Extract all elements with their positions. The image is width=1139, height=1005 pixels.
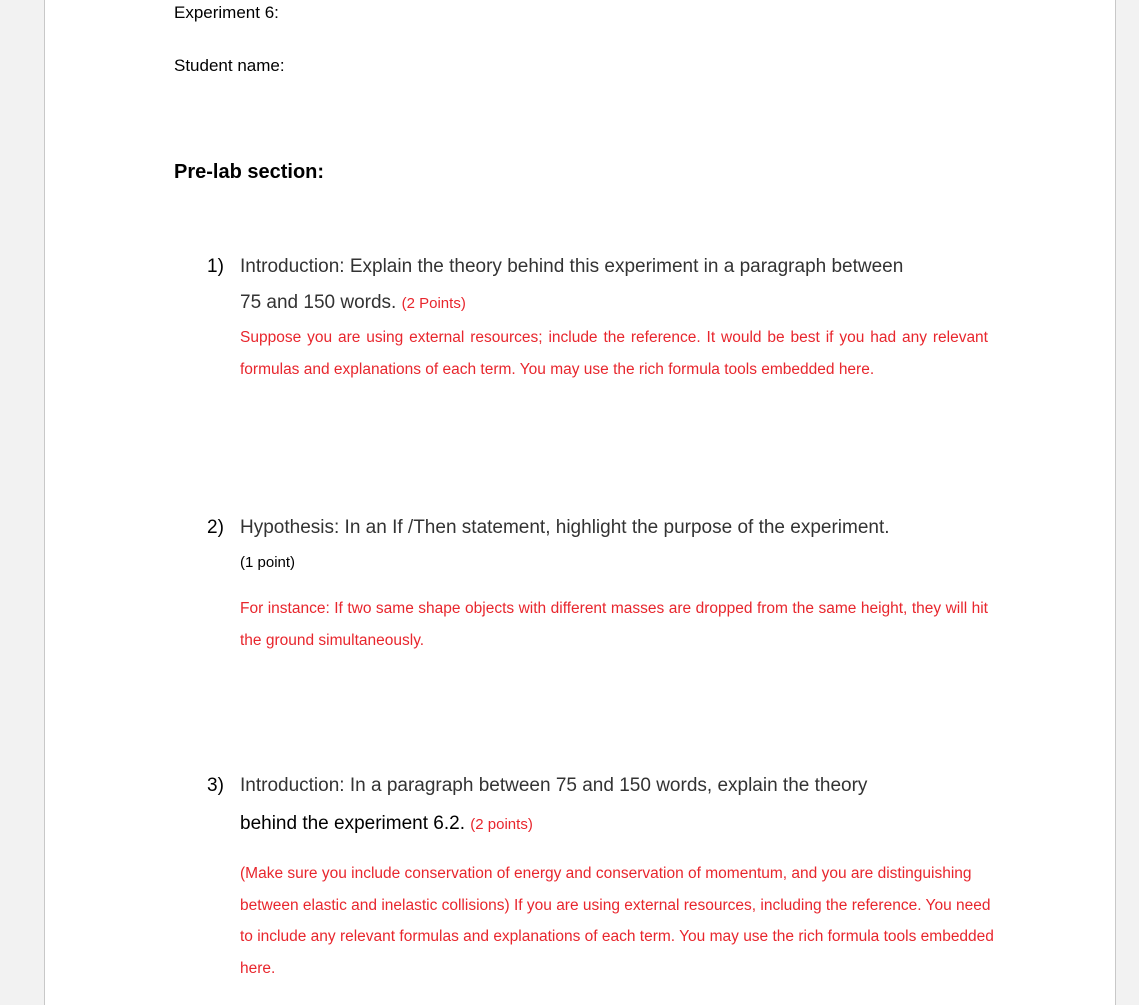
document-page <box>44 0 1116 1005</box>
section-title: Pre-lab section: <box>174 161 325 183</box>
question-text-continued <box>240 292 466 314</box>
experiment-label: Experiment 6: <box>174 3 279 22</box>
question-text-line2: 75 and 150 words. <box>240 292 397 313</box>
question-text: Introduction: In a paragraph between 75 and 150 words, explain the theory <box>240 775 868 796</box>
points-label: (2 Points) <box>401 295 466 312</box>
question-text-line2: behind the experiment 6.2. <box>240 813 465 834</box>
question-number: 2) <box>207 517 224 538</box>
question-text-continued <box>240 551 295 573</box>
points-label: (2 points) <box>470 816 533 833</box>
question-text: Hypothesis: In an If /Then statement, highlight the purpose of the experiment. <box>240 517 890 538</box>
points-label: (1 point) <box>240 554 296 571</box>
question-number: 3) <box>207 775 224 796</box>
instruction-note: Suppose you are using external resources; include the reference. It would be best if you had any relevant formulas and explanations of each term. You may use the rich formula tools embedded here. <box>240 329 988 378</box>
question-number: 1) <box>207 256 224 277</box>
question-text-continued <box>240 813 533 835</box>
student-name-label: Student name: <box>174 56 285 75</box>
instruction-note: For instance: If two same shape objects with different masses are dropped from the same height, they will hit the ground simultaneously. <box>240 600 988 649</box>
instruction-note: (Make sure you include conservation of energy and conservation of momentum, and you are distinguishing between elastic and inelastic collisions) If you are using external resources, including the reference. You need to include any relevant formulas and explanations of each term. You may use the rich formula tools embedded here. <box>240 865 994 977</box>
question-text: Introduction: Explain the theory behind this experiment in a paragraph between <box>240 256 904 277</box>
